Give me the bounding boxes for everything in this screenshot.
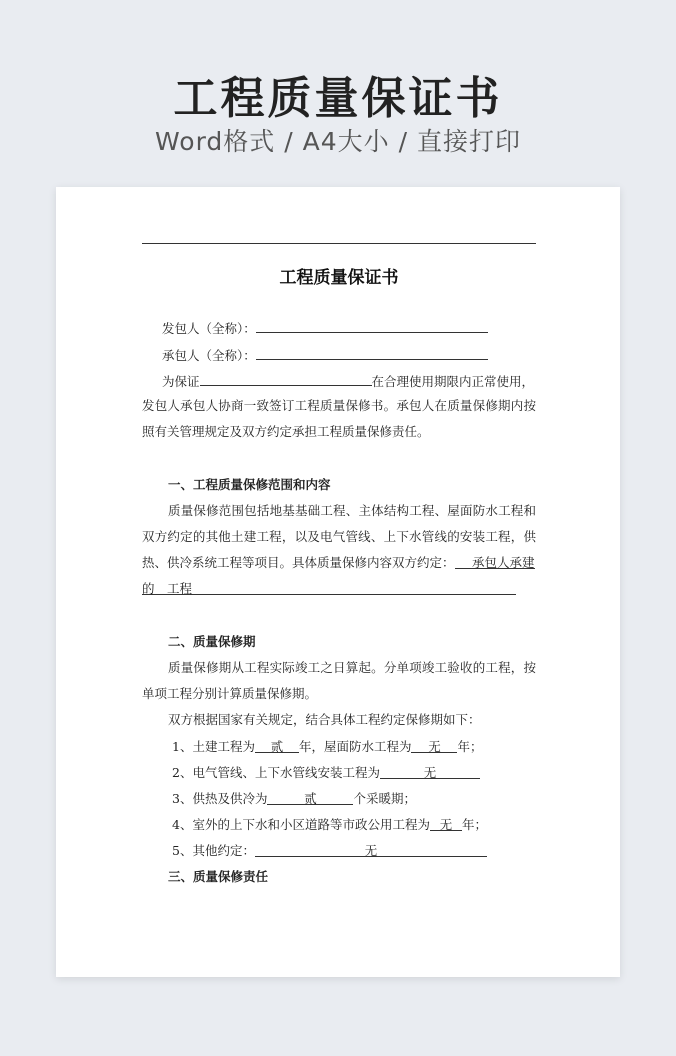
section-1-line-2: 双方约定的其他土建工程，以及电气管线、上下水管线的安装工程，供 (142, 529, 536, 544)
item-1-end: 年； (457, 739, 483, 754)
intro-line-2: 发包人承包人协商一致签订工程质量保修书。承包人在质量保修期内按 (142, 398, 536, 413)
intro-line-1 (142, 372, 556, 390)
section-1-line-1: 质量保修范围包括地基基础工程、主体结构工程、屋面防水工程和 (168, 503, 536, 518)
scope-fill-1: 承包人承建 (455, 555, 535, 569)
hero-subtitle: Word格式 / A4大小 / 直接打印 (155, 127, 521, 156)
item-2-value: 无 (380, 765, 480, 779)
item-3-value: 贰 (267, 791, 353, 805)
section-1-line-3-text: 热、供冷系统工程等项目。具体质量保修内容双方约定： (142, 555, 455, 570)
section-2-line-1: 质量保修期从工程实际竣工之日算起。分单项竣工验收的工程，按 (168, 660, 536, 675)
document-title: 工程质量保证书 (279, 268, 399, 288)
item-1-label: 1、土建工程为 (172, 739, 255, 754)
section-3-heading: 三、质量保修责任 (168, 869, 269, 884)
item-3-label: 3、供热及供冷为 (172, 791, 268, 806)
employer-line (142, 319, 556, 337)
contractor-label: 承包人（全称）： (162, 348, 256, 363)
scope-fill-2: 的 工程 (142, 581, 516, 595)
document-page (56, 187, 620, 977)
item-1-value-2: 无 (411, 739, 457, 753)
section-1-heading: 一、工程质量保修范围和内容 (168, 477, 331, 492)
intro-text-a: 为保证 (162, 374, 200, 389)
header-rule (142, 243, 536, 244)
section-2-line-3: 双方根据国家有关规定，结合具体工程约定保修期如下： (168, 712, 481, 727)
item-5-label: 5、其他约定： (172, 843, 255, 858)
contractor-blank (256, 346, 488, 360)
section-2-heading: 二、质量保修期 (168, 634, 256, 649)
item-4-end: 年； (461, 817, 487, 832)
section-1-line-4 (142, 581, 536, 597)
item-1-value-1: 贰 (255, 739, 299, 753)
intro-text-b: 在合理使用期限内正常使用， (371, 374, 535, 389)
warranty-item-3 (142, 791, 566, 807)
section-2-line-2: 单项工程分别计算质量保修期。 (142, 686, 318, 701)
warranty-item-2 (142, 765, 566, 781)
contractor-line (142, 346, 556, 364)
hero-title: 工程质量保证书 (173, 73, 503, 124)
section-1-line-3 (142, 555, 536, 571)
item-1-mid: 年，屋面防水工程为 (298, 739, 412, 754)
intro-line-3: 照有关管理规定及双方约定承担工程质量保修责任。 (142, 424, 430, 439)
warranty-item-4 (142, 817, 566, 833)
warranty-item-5 (142, 843, 566, 859)
item-4-value: 无 (430, 817, 462, 831)
employer-label: 发包人（全称）： (162, 321, 256, 336)
item-4-label: 4、室外的上下水和小区道路等市政公用工程为 (172, 817, 430, 832)
item-5-value: 无 (255, 843, 487, 857)
item-2-label: 2、电气管线、上下水管线安装工程为 (172, 765, 380, 780)
item-3-end: 个采暖期； (353, 791, 416, 806)
warranty-item-1 (142, 739, 566, 755)
project-blank (200, 372, 372, 386)
employer-blank (256, 319, 488, 333)
